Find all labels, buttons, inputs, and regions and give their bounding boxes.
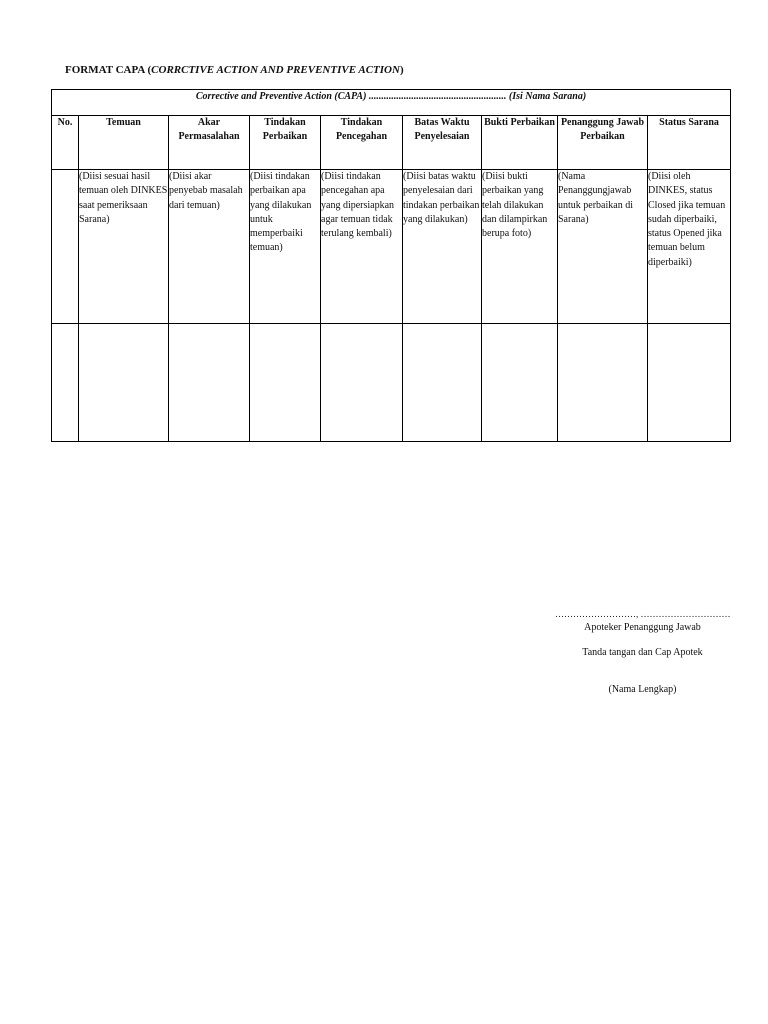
cell-temuan: (Diisi sesuai hasil temuan oleh DINKES saat pemeriksaan Sarana) (79, 170, 169, 324)
header-bukti-perbaikan: Bukti Perbaikan (482, 116, 558, 170)
cell-tindakan-pencegahan: (Diisi tindakan pencegahan apa yang dipersiapkan agar temuan tidak terulang kembali) (321, 170, 403, 324)
cell-bukti-perbaikan: (Diisi bukti perbaikan yang telah dilakukan dan dilampirkan berupa foto) (482, 170, 558, 324)
table-caption: Corrective and Preventive Action (CAPA) ....................................................... (Isi Nama Sarana) (52, 90, 731, 116)
header-no: No. (52, 116, 79, 170)
empty-cell (558, 324, 648, 442)
title-italic: CORRCTIVE ACTION AND PREVENTIVE ACTION (151, 64, 400, 76)
header-tindakan-perbaikan: Tindakan Perbaikan (250, 116, 321, 170)
empty-cell (169, 324, 250, 442)
empty-cell (482, 324, 558, 442)
instruction-row (52, 170, 731, 324)
header-tindakan-pencegahan: Tindakan Pencegahan (321, 116, 403, 170)
title-prefix: FORMAT CAPA ( (65, 64, 152, 76)
header-status-sarana: Status Sarana (648, 116, 731, 170)
cell-penanggung-jawab: (Nama Penanggungjawab untuk perbaikan di Sarana) (558, 170, 648, 324)
header-akar-permasalahan: Akar Permasalahan (169, 116, 250, 170)
signature-sign-note: Tanda tangan dan Cap Apotek (582, 647, 703, 658)
cell-status-sarana: (Diisi oleh DINKES, status Closed jika temuan sudah diperbaiki, status Opened jika temuan belum diperbaiki) (648, 170, 731, 324)
cell-batas-waktu: (Diisi batas waktu penyelesaian dari tindakan perbaikan yang dilakukan) (403, 170, 482, 324)
empty-cell (52, 324, 79, 442)
empty-row (52, 324, 731, 442)
cell-akar-permasalahan: (Diisi akar penyebab masalah dari temuan) (169, 170, 250, 324)
header-batas-waktu: Batas Waktu Penyelesaian (403, 116, 482, 170)
cell-no (52, 170, 79, 324)
capa-table (51, 89, 731, 442)
empty-cell (79, 324, 169, 442)
header-penanggung-jawab: Penanggung Jawab Perbaikan (558, 116, 648, 170)
empty-cell (250, 324, 321, 442)
title-suffix: ) (399, 64, 404, 76)
signature-name: (Nama Lengkap) (608, 684, 677, 695)
empty-cell (403, 324, 482, 442)
header-row (52, 116, 731, 170)
cell-tindakan-perbaikan: (Diisi tindakan perbaikan apa yang dilakukan untuk memperbaiki temuan) (250, 170, 321, 324)
signature-place-date: ………………………, ………………………… (555, 609, 731, 619)
signature-role: Apoteker Penanggung Jawab (584, 622, 701, 633)
header-temuan: Temuan (79, 116, 169, 170)
empty-cell (648, 324, 731, 442)
empty-cell (321, 324, 403, 442)
document-title (65, 64, 404, 76)
